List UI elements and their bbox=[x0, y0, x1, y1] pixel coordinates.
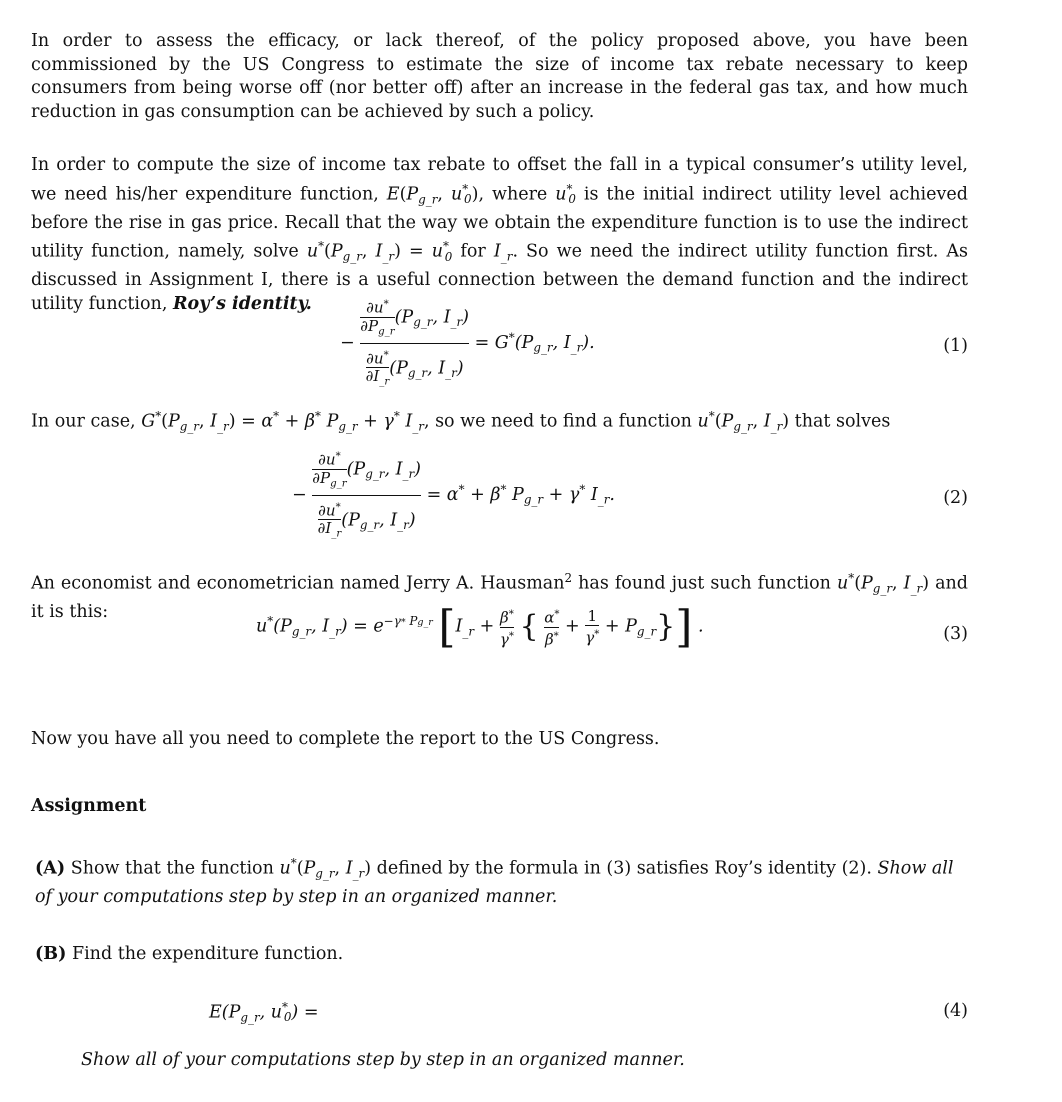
assignment-heading: Assignment bbox=[31, 796, 147, 816]
equation-1-number: (1) bbox=[943, 336, 968, 356]
footnote-marker: 2 bbox=[564, 571, 573, 585]
assignment-item-b: (B) Find the expenditure function. bbox=[35, 944, 344, 964]
equation-3-number: (3) bbox=[943, 624, 968, 644]
equation-3: $u^*(P_{g\_r}$, $I_{\_r}) = e^{-\gamma* Pg\_r}$ [$I_{\_r}$ + $\frac{\beta^*}{\gamma^*}$ { $\frac{\alpha^*}{\beta^*}$ + $\frac{1}{\gamma^*}$ + $P_{g\_r}$}] . bbox=[256, 601, 704, 653]
case-paragraph: In our case, $G^*(P_{g\_r}$, $I_{\_r}) = \alpha^* + \beta^*$ $P_{g\_r} + \gamma^*$ $I_{\_r}$, so we need to find a function $u^*(P_{g\_r}$, $I_{\_r}$) that solves bbox=[31, 409, 891, 434]
assignment-item-a: (A) Show that the function $u^*(P_{g\_r}$, $I_{\_r}$) defined by the formula in (3) satisfies Roy’s identity (2). Show all of your computations step by step in an organized manner. bbox=[35, 856, 954, 908]
equation-4: $E(P_{g\_r}$, $u^*_0$) = bbox=[209, 1000, 319, 1025]
item-b-label: (B) bbox=[35, 944, 67, 964]
item-b-instruction: Show all of your computations step by step in an organized manner. bbox=[81, 1050, 685, 1070]
equation-1: − $\frac{\partial u^*}{\partial P_{g\_r}}$ ($P_{g\_r}$, $I_{\_r}$) $\frac{\partial u^*}{\partial I_{\_r}}$ ($P_{g\_r}$, $I_{\_r}$) = $G^*(P_{g\_r}$, $I_{\_r}$). bbox=[340, 298, 595, 388]
hausman-paragraph: An economist and econometrician named Jerry A. Hausman$^2$ has found just such function $u^*(P_{g\_r}$, $I_{\_r}$) and it is this: bbox=[31, 571, 968, 623]
equation-2-number: (2) bbox=[943, 488, 968, 508]
equation-2: − $\frac{\partial u^*}{\partial P_{g\_r}}$ ($P_{g\_r}$, $I_{\_r}$) $\frac{\partial u^*}{\partial I_{\_r}}$ ($P_{g\_r}$, $I_{\_r}$) = α* + β* $P_{g\_r} + \gamma^*$ $I_{\_r}$. bbox=[292, 450, 615, 540]
report-paragraph: Now you have all you need to complete the report to the US Congress. bbox=[31, 729, 660, 749]
item-a-label: (A) bbox=[35, 858, 66, 879]
roys-identity-term: Roy’s identity bbox=[172, 294, 306, 315]
intro-paragraph: In order to assess the efficacy, or lack thereof, of the policy proposed above, you have been commissioned by the US Congress to estimate the size of income tax rebate necessary to keep consumers from being worse off (nor better off) after an increase in the federal gas tax, and how much reduction in gas consumption can be achieved by such a policy. bbox=[31, 31, 968, 123]
expenditure-paragraph: In order to compute the size of income tax rebate to offset the fall in a typical consumer’s utility level, we need his/her expenditure function, $E(P_{g\_r}$, $u^*_0$), where $u^*_0$ is the initial indirect utility level achieved before the rise in gas price. Recall that the way we obtain the expenditure function is to use the indirect utility function, namely, solve $u^*(P_{g\_r}$, $I_{\_r}) = u^*_0$ for $I_{\_r}$. So we need the indirect utility function first. As discussed in Assignment I, there is a useful connection between the demand function and the indirect utility function, Roy’s identity. bbox=[31, 155, 968, 315]
equation-4-number: (4) bbox=[943, 1001, 968, 1021]
